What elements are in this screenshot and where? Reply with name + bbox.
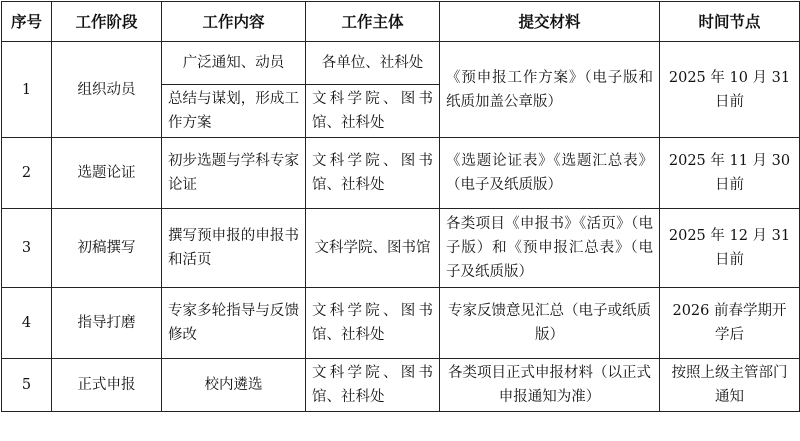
table-row: [2, 138, 800, 209]
row-number: 4: [2, 288, 52, 359]
row-stage: 正式申报: [52, 359, 162, 412]
row-subject: 文科学院、图书馆、社科处: [306, 288, 440, 359]
header-cell-material: 提交材料: [440, 2, 660, 42]
row-content: 校内遴选: [162, 359, 306, 412]
row-subject: 文科学院、图书馆、社科处: [306, 85, 440, 138]
table-row: [2, 209, 800, 288]
row-subject: 文科学院、图书馆、社科处: [306, 138, 440, 209]
row-content: 专家多轮指导与反馈修改: [162, 288, 306, 359]
row-content: 撰写预申报的申报书和活页: [162, 209, 306, 288]
table-row: [2, 42, 800, 85]
header-cell-deadline: 时间节点: [660, 2, 800, 42]
row-subject: 文科学院、图书馆、社科处: [306, 359, 440, 412]
row-number: 2: [2, 138, 52, 209]
table-row: [2, 359, 800, 412]
row-number: 3: [2, 209, 52, 288]
row-stage: 指导打磨: [52, 288, 162, 359]
header-cell-stage: 工作阶段: [52, 2, 162, 42]
row-material: 各类项目正式申报材料（以正式申报通知为准）: [440, 359, 660, 412]
row-deadline: 2026 前春学期开学后: [660, 288, 800, 359]
row-number: 1: [2, 42, 52, 138]
row-subject: 文科学院、图书馆: [306, 209, 440, 288]
row-deadline: 2025 年 11 月 30 日前: [660, 138, 800, 209]
header-row: [2, 2, 800, 42]
row-content: 总结与谋划，形成工作方案: [162, 85, 306, 138]
row-material: 专家反馈意见汇总（电子或纸质版）: [440, 288, 660, 359]
row-stage: 初稿撰写: [52, 209, 162, 288]
row-deadline: 按照上级主管部门通知: [660, 359, 800, 412]
row-subject: 各单位、社科处: [306, 42, 440, 85]
row-content: 初步选题与学科专家论证: [162, 138, 306, 209]
row-stage: 选题论证: [52, 138, 162, 209]
header-cell-subject: 工作主体: [306, 2, 440, 42]
row-number: 5: [2, 359, 52, 412]
row-material: 《预申报工作方案》（电子版和纸质加盖公章版）: [440, 42, 660, 138]
row-stage: 组织动员: [52, 42, 162, 138]
table-row: [2, 288, 800, 359]
header-cell-content: 工作内容: [162, 2, 306, 42]
schedule-table: [1, 1, 800, 412]
row-material: 各类项目《申报书》《活页》（电子版）和《预申报汇总表》（电子及纸质版）: [440, 209, 660, 288]
row-deadline: 2025 年 12 月 31 日前: [660, 209, 800, 288]
row-deadline: 2025 年 10 月 31 日前: [660, 42, 800, 138]
header-cell-no: 序号: [2, 2, 52, 42]
row-material: 《选题论证表》《选题汇总表》（电子及纸质版）: [440, 138, 660, 209]
row-content: 广泛通知、动员: [162, 42, 306, 85]
